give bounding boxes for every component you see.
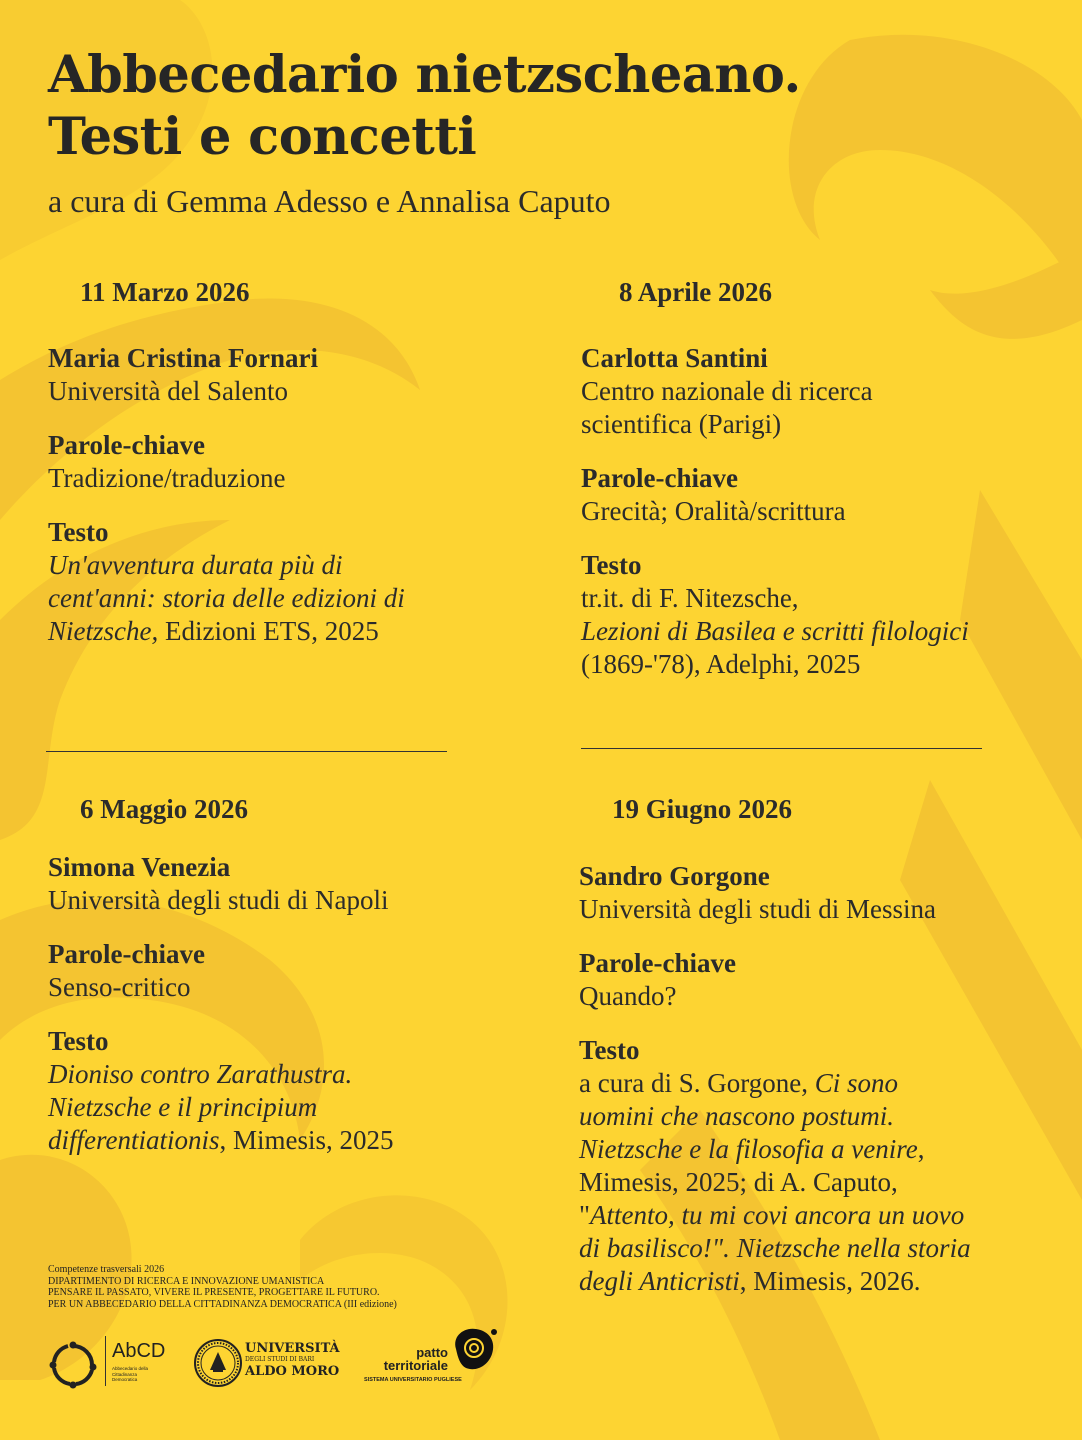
keywords-value: Quando? <box>579 981 677 1011</box>
footer-credits: Competenze trasversali 2026 DIPARTIMENTO DI RICERCA E INNOVAZIONE UMANISTICA PENSARE IL PASSATO, VIVERE IL PRESENTE, PROGETTARE IL FUTURO. PER UN ABBECEDARIO DELLA CITTADINANZA DEMOCRATICA (III edizione) <box>48 1264 397 1310</box>
speaker-name: Sandro Gorgone <box>579 861 770 891</box>
uniba-line-3: ALDO MORO <box>245 1364 340 1379</box>
event-date: 8 Aprile 2026 <box>619 277 772 307</box>
speaker-name: Carlotta Santini <box>581 343 768 373</box>
event-date: 11 Marzo 2026 <box>80 277 250 307</box>
keywords-value: Grecità; Oralità/scrittura <box>581 496 846 526</box>
keywords-label: Parole-chiave <box>48 430 205 460</box>
keywords-label: Parole-chiave <box>48 939 205 969</box>
patto-blob-icon <box>448 1324 498 1374</box>
text-label: Testo <box>48 1026 109 1056</box>
speaker-affiliation: Università degli studi di Messina <box>579 894 936 924</box>
title-line-2: Testi e concetti <box>48 107 477 167</box>
text-reference: Un'avventura durata più di cent'anni: storia delle edizioni di Nietzsche, Edizioni ETS, 2025 <box>48 550 405 646</box>
event-card-april <box>581 276 1001 681</box>
divider-left <box>46 751 447 752</box>
text-reference: a cura di S. Gorgone, Ci sono uomini che nascono postumi. Nietzsche e la filosofia a venire, Mimesis, 2025; di A. Caputo, "Attento, tu mi covi ancora un uovo di basilisco!". Nietzsche nella storia degli Anticristi, Mimesis, 2026. <box>579 1068 971 1296</box>
keywords-value: Tradizione/traduzione <box>48 463 286 493</box>
curators-subtitle: a cura di Gemma Adesso e Annalisa Caputo <box>48 183 611 219</box>
abcd-circle-icon <box>48 1340 98 1390</box>
text-reference: tr.it. di F. Nitezsche, Lezioni di Basilea e scritti filologici (1869-'78), Adelphi, 2025 <box>581 583 969 679</box>
speaker-affiliation: Università degli studi di Napoli <box>48 885 389 915</box>
university-seal-icon <box>193 1338 243 1388</box>
abcd-logo: AbCD Abbecedario della Cittadinanza Democratica <box>48 1336 178 1396</box>
event-date: 19 Giugno 2026 <box>612 794 793 824</box>
text-label: Testo <box>48 517 109 547</box>
title-line-1: Abbecedario nietzscheano. <box>48 45 801 105</box>
uniba-logo <box>193 1336 343 1396</box>
patto-territoriale-logo: patto territoriale SISTEMA UNIVERSITARIO PUGLIESE <box>364 1324 504 1396</box>
speaker-name: Simona Venezia <box>48 852 231 882</box>
text-label: Testo <box>579 1035 640 1065</box>
speaker-affiliation: Università del Salento <box>48 376 288 406</box>
page-title <box>48 44 801 168</box>
text-reference: Dioniso contro Zarathustra. Nietzsche e il principium differentiationis, Mimesis, 2025 <box>48 1059 394 1155</box>
keywords-value: Senso-critico <box>48 972 191 1002</box>
uniba-line-2: DEGLI STUDI DI BARI <box>245 1356 315 1363</box>
text-label: Testo <box>581 550 642 580</box>
event-date: 6 Maggio 2026 <box>80 794 248 824</box>
event-card-may <box>48 793 468 1157</box>
uniba-line-1: UNIVERSITÀ <box>245 1341 340 1356</box>
keywords-label: Parole-chiave <box>581 463 738 493</box>
speaker-affiliation-cont: scientifica (Parigi) <box>581 409 782 439</box>
divider-right <box>581 748 982 749</box>
keywords-label: Parole-chiave <box>579 948 736 978</box>
event-card-march <box>48 276 448 648</box>
speaker-affiliation: Centro nazionale di ricerca <box>581 376 873 406</box>
speaker-name: Maria Cristina Fornari <box>48 343 318 373</box>
event-card-june <box>579 793 999 1298</box>
